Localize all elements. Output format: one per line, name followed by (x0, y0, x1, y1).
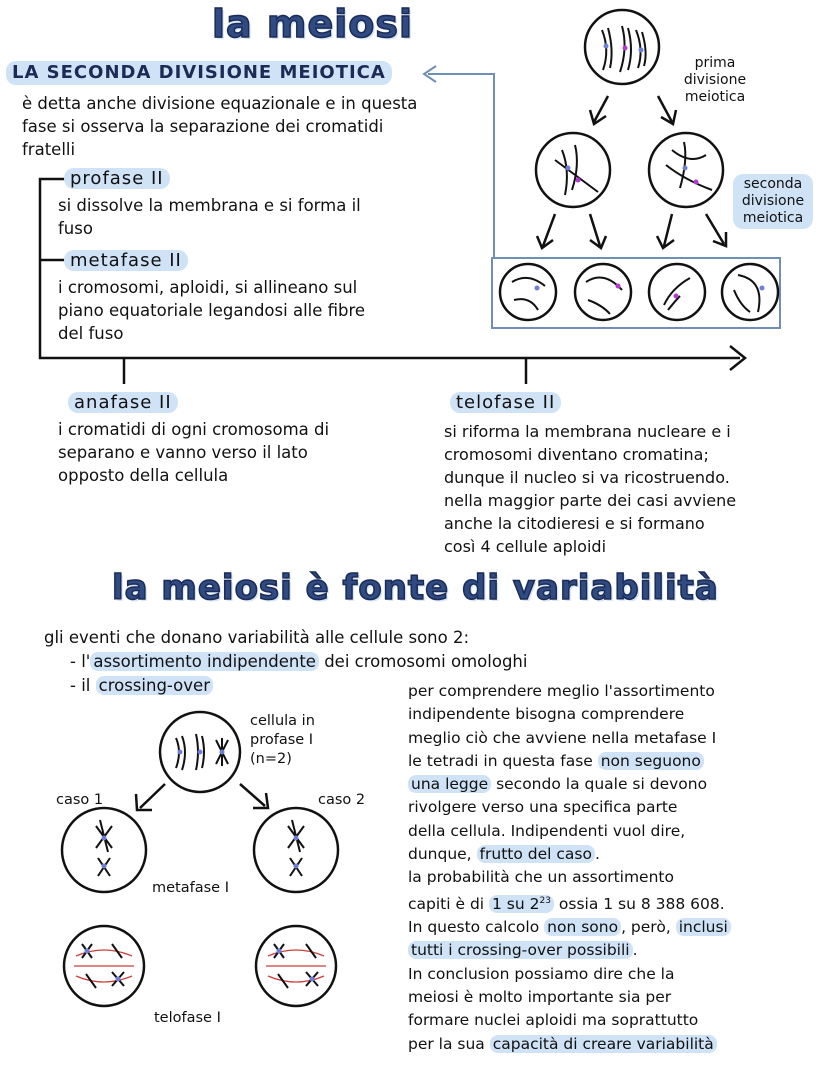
label-line: divisione (683, 72, 747, 88)
text-line: dunque il nucleo si va ricostruendo. (444, 468, 730, 487)
label-line: profase I (250, 732, 314, 748)
text: . (594, 845, 600, 864)
label-caso-1: caso 1 (56, 792, 104, 808)
highlight: non seguono (598, 752, 704, 770)
text: secondo la quale si devono (491, 775, 708, 794)
text-line (408, 1033, 824, 1056)
label-line: seconda (743, 176, 803, 192)
text-line: indipendente bisogna comprendere (408, 705, 685, 724)
highlight: tutti i crossing-over possibili (408, 941, 633, 959)
section-heading: LA SECONDA DIVISIONE MEIOTICA (6, 61, 392, 85)
text-line: opposto della cellula (58, 466, 229, 485)
highlight: non sono (544, 918, 621, 936)
text-line (408, 890, 824, 916)
variability-intro: gli eventi che donano variabilità alle cellule sono 2: (44, 628, 470, 647)
anafase-ii-text (58, 418, 329, 487)
metafase-ii-label: metafase II (64, 250, 188, 271)
assortment-paragraph (408, 680, 824, 1056)
text: - il (70, 676, 96, 695)
text-line: fuso (58, 219, 93, 238)
text-line: la probabilità che un assortimento (408, 868, 674, 887)
intro-line: è detta anche divisione equazionale e in questa (22, 94, 418, 113)
highlight (489, 895, 554, 913)
text-line: i cromosomi, aploidi, si allineano sul (58, 278, 358, 297)
text-line: della cellula. Indipendenti vuol dire, (408, 821, 686, 840)
text: capiti è di (408, 894, 490, 913)
highlight: crossing-over (96, 676, 213, 695)
text-line: formare nuclei aploidi ma soprattutto (408, 1011, 699, 1030)
telofase-ii-label: telofase II (450, 392, 561, 413)
metafase-ii-text (58, 276, 365, 345)
highlight: inclusi (676, 918, 731, 936)
text-line: anche la citodieresi e si formano (444, 514, 705, 533)
text-line: del fuso (58, 324, 124, 343)
section-variability-title: la meiosi è fonte di variabilità (112, 568, 719, 608)
page-title: la meiosi (212, 2, 414, 46)
intro-line: fratelli (22, 140, 76, 159)
text-line: si riforma la membrana nucleare e i (444, 422, 731, 441)
text-line: nella maggior parte dei casi avviene (444, 491, 737, 510)
text: ossia 1 su 8 388 608. (553, 894, 725, 913)
label-first-division (682, 55, 748, 106)
text: , però, (621, 918, 676, 937)
text-line (408, 939, 824, 962)
text-line (408, 773, 824, 796)
anafase-ii-label: anafase II (68, 392, 178, 413)
text-line (408, 916, 824, 939)
text-line: si dissolve la membrana e si forma il (58, 196, 361, 215)
text-line: rivolgere verso una specifica parte (408, 798, 678, 817)
text-line: i cromatidi di ogni cromosoma di (58, 420, 330, 439)
highlight: assortimento indipendente (90, 652, 319, 671)
text-line: così 4 cellule aploidi (444, 537, 607, 556)
text-line: per comprendere meglio l'assortimento (408, 682, 715, 700)
label-line: (n=2) (250, 751, 292, 767)
text-line: separano e vanno verso il lato (58, 443, 308, 462)
profase-ii-label: profase II (64, 168, 170, 189)
text-line (408, 750, 824, 773)
label-line: meiotica (684, 89, 746, 105)
text: . (632, 941, 638, 960)
label-line: divisione (741, 193, 805, 209)
label-second-division (733, 174, 813, 229)
telofase-ii-text (444, 420, 736, 558)
highlight: una legge (408, 775, 491, 793)
text-line: meiosi è molto importante sia per (408, 988, 672, 1007)
text-line: cromosomi diventano cromatina; (444, 445, 709, 464)
text: dunque, (408, 845, 477, 864)
text: le tetradi in questa fase (408, 751, 598, 770)
profase-ii-text (58, 194, 361, 240)
label-line: prima (694, 55, 736, 71)
text: dei cromosomi omologhi (318, 652, 528, 671)
text-line: piano equatoriale legandosi alle fibre (58, 301, 366, 320)
label-metafase-i: metafase I (152, 880, 229, 896)
exponent: 23 (539, 895, 551, 906)
variability-item-2 (70, 674, 213, 697)
text-line (408, 843, 824, 866)
text: - l' (70, 652, 91, 671)
text: 1 su 2 (492, 894, 540, 913)
label-caso-2: caso 2 (318, 792, 366, 808)
intro-line: fase si osserva la separazione dei cromatidi (22, 117, 384, 136)
text-line: meglio ciò che avviene nella metafase I (408, 728, 717, 747)
text: In questo calcolo (408, 918, 545, 937)
text: per la sua (408, 1034, 490, 1053)
highlight: capacità di creare variabilità (490, 1035, 717, 1053)
label-line: meiotica (742, 210, 804, 226)
variability-item-1 (70, 650, 527, 673)
highlight: frutto del caso (477, 845, 595, 863)
text-line: In conclusion possiamo dire che la (408, 964, 675, 983)
label-telofase-i: telofase I (154, 1010, 221, 1026)
label-line: cellula in (250, 713, 315, 729)
label-cell-profase (250, 712, 315, 769)
